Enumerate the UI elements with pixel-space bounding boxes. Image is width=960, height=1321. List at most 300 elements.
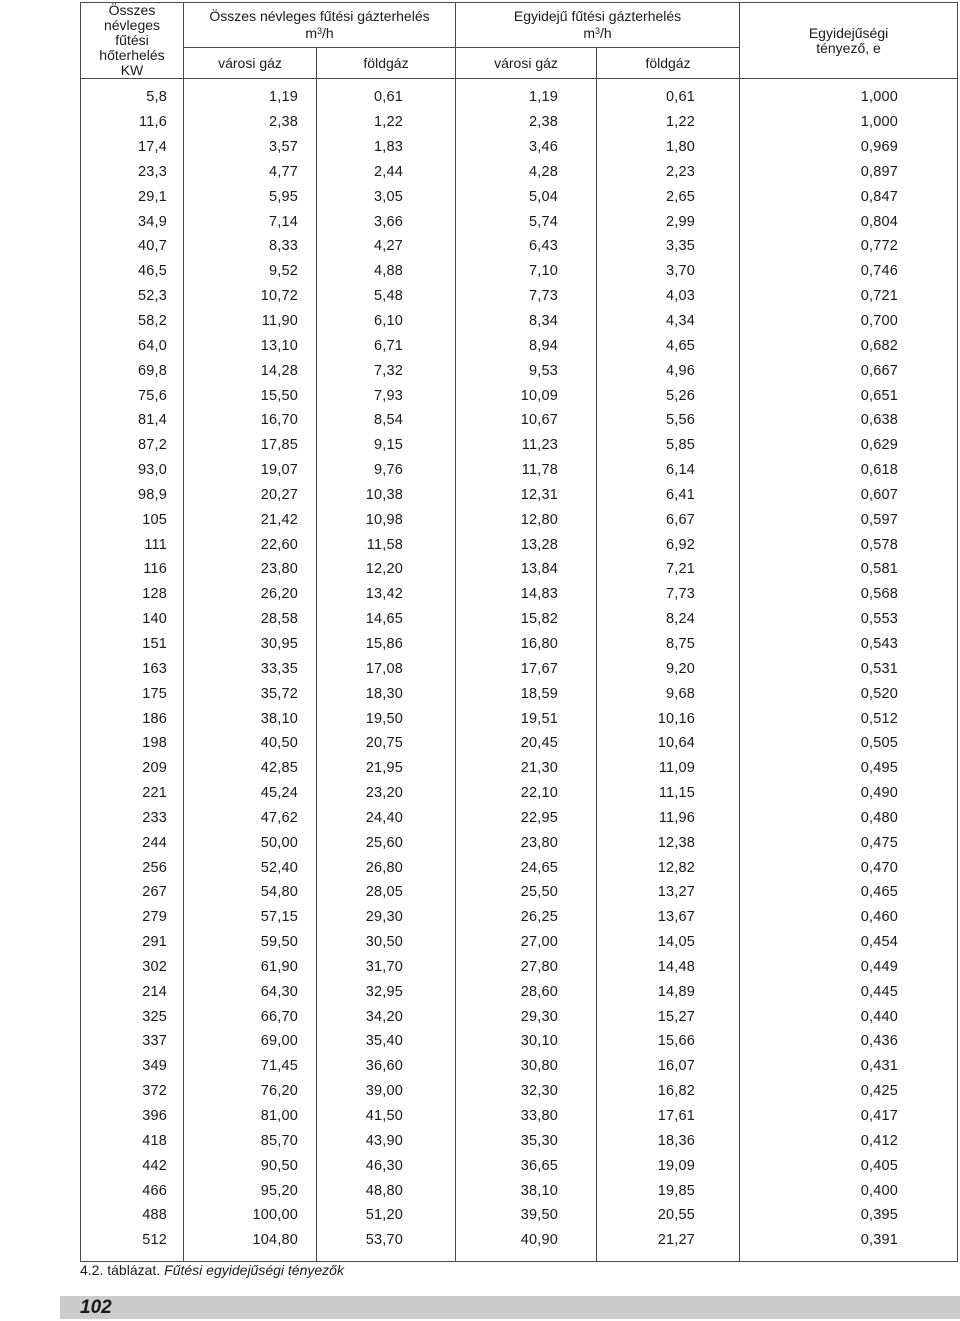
cell-simultaneous-city-gas: 4,28: [456, 160, 597, 185]
table-row: [81, 358, 958, 383]
cell-simultaneous-natural-gas: 8,75: [597, 632, 740, 657]
cell-rated-heat-load: 29,1: [81, 184, 184, 209]
cell-simultaneous-city-gas: 7,10: [456, 259, 597, 284]
cell-simultaneous-natural-gas: 13,67: [597, 905, 740, 930]
cell-total-natural-gas: 21,95: [317, 756, 456, 781]
cell-simultaneity-factor: 0,436: [740, 1029, 958, 1054]
cell-simultaneous-city-gas: 36,65: [456, 1153, 597, 1178]
cell-simultaneous-city-gas: 38,10: [456, 1178, 597, 1203]
cell-total-city-gas: 19,07: [184, 458, 317, 483]
cell-simultaneity-factor: 0,445: [740, 979, 958, 1004]
table-row: [81, 333, 958, 358]
cell-total-city-gas: 71,45: [184, 1054, 317, 1079]
cell-total-city-gas: 13,10: [184, 333, 317, 358]
table-row: [81, 632, 958, 657]
table-row: [81, 1104, 958, 1129]
cell-simultaneous-city-gas: 27,00: [456, 930, 597, 955]
cell-total-city-gas: 52,40: [184, 855, 317, 880]
cell-total-city-gas: 28,58: [184, 607, 317, 632]
cell-simultaneity-factor: 0,405: [740, 1153, 958, 1178]
cell-total-city-gas: 35,72: [184, 681, 317, 706]
cell-rated-heat-load: 75,6: [81, 383, 184, 408]
cell-rated-heat-load: 337: [81, 1029, 184, 1054]
cell-simultaneity-factor: 0,568: [740, 582, 958, 607]
cell-total-natural-gas: 15,86: [317, 632, 456, 657]
table-row: [81, 1054, 958, 1079]
table-row: [81, 955, 958, 980]
cell-simultaneous-natural-gas: 4,03: [597, 284, 740, 309]
cell-total-natural-gas: 31,70: [317, 955, 456, 980]
cell-simultaneous-natural-gas: 19,09: [597, 1153, 740, 1178]
cell-simultaneous-city-gas: 10,67: [456, 408, 597, 433]
header-city-gas-total: városi gáz: [184, 48, 317, 79]
cell-simultaneous-natural-gas: 9,20: [597, 656, 740, 681]
cell-simultaneous-natural-gas: 2,23: [597, 160, 740, 185]
header-simultaneous-gas-load-title: Egyidejű fűtési gázterhelés: [513, 8, 682, 25]
cell-total-natural-gas: 20,75: [317, 731, 456, 756]
cell-simultaneity-factor: 0,597: [740, 507, 958, 532]
cell-total-natural-gas: 1,22: [317, 110, 456, 135]
cell-simultaneous-city-gas: 18,59: [456, 681, 597, 706]
cell-simultaneous-city-gas: 17,67: [456, 656, 597, 681]
cell-total-city-gas: 7,14: [184, 209, 317, 234]
cell-simultaneity-factor: 0,581: [740, 557, 958, 582]
table-row: [81, 1178, 958, 1203]
cell-total-city-gas: 4,77: [184, 160, 317, 185]
cell-simultaneous-natural-gas: 11,15: [597, 781, 740, 806]
cell-simultaneous-natural-gas: 16,07: [597, 1054, 740, 1079]
cell-simultaneity-factor: 0,746: [740, 259, 958, 284]
header-total-gas-load: [184, 3, 456, 48]
cell-total-natural-gas: 17,08: [317, 656, 456, 681]
cell-total-city-gas: 14,28: [184, 358, 317, 383]
cell-total-natural-gas: 4,88: [317, 259, 456, 284]
table-row: [81, 1203, 958, 1228]
table-row: [81, 184, 958, 209]
cell-total-natural-gas: 30,50: [317, 930, 456, 955]
cell-simultaneous-city-gas: 9,53: [456, 358, 597, 383]
cell-total-natural-gas: 10,98: [317, 507, 456, 532]
cell-simultaneity-factor: 0,578: [740, 532, 958, 557]
header-natural-gas-total: földgáz: [317, 48, 456, 79]
cell-simultaneous-natural-gas: 1,80: [597, 135, 740, 160]
cell-simultaneous-city-gas: 35,30: [456, 1128, 597, 1153]
cell-rated-heat-load: 64,0: [81, 333, 184, 358]
cell-total-city-gas: 15,50: [184, 383, 317, 408]
cell-simultaneous-city-gas: 10,09: [456, 383, 597, 408]
cell-total-natural-gas: 39,00: [317, 1079, 456, 1104]
table-row: [81, 259, 958, 284]
cell-total-city-gas: 42,85: [184, 756, 317, 781]
cell-total-city-gas: 9,52: [184, 259, 317, 284]
cell-simultaneous-natural-gas: 5,85: [597, 433, 740, 458]
cell-total-city-gas: 57,15: [184, 905, 317, 930]
cell-total-natural-gas: 24,40: [317, 805, 456, 830]
cell-simultaneous-city-gas: 6,43: [456, 234, 597, 259]
cell-rated-heat-load: 23,3: [81, 160, 184, 185]
cell-total-natural-gas: 41,50: [317, 1104, 456, 1129]
table-row: [81, 656, 958, 681]
cell-rated-heat-load: 151: [81, 632, 184, 657]
header-total-gas-load-unit: [305, 25, 333, 41]
cell-simultaneous-natural-gas: 2,99: [597, 209, 740, 234]
table-row: [81, 458, 958, 483]
cell-total-city-gas: 50,00: [184, 830, 317, 855]
cell-simultaneous-city-gas: 14,83: [456, 582, 597, 607]
cell-simultaneous-city-gas: 13,28: [456, 532, 597, 557]
cell-simultaneity-factor: 0,847: [740, 184, 958, 209]
heating-simultaneity-table-container: [80, 2, 957, 1262]
cell-simultaneous-natural-gas: 13,27: [597, 880, 740, 905]
cell-rated-heat-load: 69,8: [81, 358, 184, 383]
cell-simultaneity-factor: 0,440: [740, 1004, 958, 1029]
cell-simultaneous-natural-gas: 17,61: [597, 1104, 740, 1129]
cell-total-natural-gas: 9,15: [317, 433, 456, 458]
cell-simultaneous-city-gas: 12,80: [456, 507, 597, 532]
cell-total-city-gas: 21,42: [184, 507, 317, 532]
cell-rated-heat-load: 46,5: [81, 259, 184, 284]
cell-simultaneity-factor: 0,651: [740, 383, 958, 408]
cell-total-natural-gas: 6,10: [317, 309, 456, 334]
cell-simultaneity-factor: 0,431: [740, 1054, 958, 1079]
cell-simultaneity-factor: 0,531: [740, 656, 958, 681]
cell-total-natural-gas: 34,20: [317, 1004, 456, 1029]
cell-total-natural-gas: 1,83: [317, 135, 456, 160]
cell-total-city-gas: 81,00: [184, 1104, 317, 1129]
cell-simultaneity-factor: 0,512: [740, 706, 958, 731]
cell-total-natural-gas: 36,60: [317, 1054, 456, 1079]
cell-simultaneous-natural-gas: 15,27: [597, 1004, 740, 1029]
cell-total-city-gas: 59,50: [184, 930, 317, 955]
cell-total-city-gas: 10,72: [184, 284, 317, 309]
cell-total-natural-gas: 7,93: [317, 383, 456, 408]
heating-simultaneity-table: [80, 2, 958, 1262]
table-row: [81, 756, 958, 781]
cell-simultaneous-natural-gas: 10,16: [597, 706, 740, 731]
header-simultaneous-gas-load: [456, 3, 740, 48]
cell-simultaneity-factor: 0,638: [740, 408, 958, 433]
table-row: [81, 582, 958, 607]
cell-simultaneity-factor: 0,505: [740, 731, 958, 756]
cell-simultaneous-natural-gas: 3,70: [597, 259, 740, 284]
cell-rated-heat-load: 279: [81, 905, 184, 930]
cell-simultaneous-city-gas: 21,30: [456, 756, 597, 781]
unit-tail: /h: [600, 25, 612, 42]
cell-total-natural-gas: 2,44: [317, 160, 456, 185]
cell-simultaneous-city-gas: 11,78: [456, 458, 597, 483]
header-natural-gas-simultaneous: földgáz: [597, 48, 740, 79]
cell-simultaneity-factor: 0,425: [740, 1079, 958, 1104]
cell-rated-heat-load: 52,3: [81, 284, 184, 309]
cell-total-natural-gas: 13,42: [317, 582, 456, 607]
cell-simultaneity-factor: 0,454: [740, 930, 958, 955]
cell-simultaneous-natural-gas: 21,27: [597, 1228, 740, 1261]
table-row: [81, 1079, 958, 1104]
cell-simultaneity-factor: 0,395: [740, 1203, 958, 1228]
table-row: [81, 979, 958, 1004]
cell-simultaneous-city-gas: 8,34: [456, 309, 597, 334]
table-row: [81, 607, 958, 632]
cell-total-city-gas: 104,80: [184, 1228, 317, 1261]
cell-rated-heat-load: 302: [81, 955, 184, 980]
cell-rated-heat-load: 17,4: [81, 135, 184, 160]
cell-total-natural-gas: 7,32: [317, 358, 456, 383]
cell-total-city-gas: 61,90: [184, 955, 317, 980]
cell-total-natural-gas: 10,38: [317, 483, 456, 508]
cell-simultaneous-city-gas: 32,30: [456, 1079, 597, 1104]
cell-total-city-gas: 47,62: [184, 805, 317, 830]
table-row: [81, 110, 958, 135]
header-simultaneity-factor: [740, 3, 958, 79]
cell-simultaneous-city-gas: 3,46: [456, 135, 597, 160]
unit-base: m: [305, 25, 317, 42]
cell-rated-heat-load: 163: [81, 656, 184, 681]
cell-simultaneous-natural-gas: 9,68: [597, 681, 740, 706]
cell-total-city-gas: 20,27: [184, 483, 317, 508]
cell-simultaneous-natural-gas: 3,35: [597, 234, 740, 259]
cell-simultaneity-factor: 0,969: [740, 135, 958, 160]
cell-simultaneous-city-gas: 13,84: [456, 557, 597, 582]
table-row: [81, 483, 958, 508]
header-simultaneous-gas-load-unit: [583, 25, 611, 41]
cell-simultaneous-natural-gas: 7,21: [597, 557, 740, 582]
cell-total-city-gas: 45,24: [184, 781, 317, 806]
table-row: [81, 209, 958, 234]
cell-simultaneous-natural-gas: 10,64: [597, 731, 740, 756]
cell-rated-heat-load: 244: [81, 830, 184, 855]
table-row: [81, 1153, 958, 1178]
cell-rated-heat-load: 442: [81, 1153, 184, 1178]
table-row: [81, 507, 958, 532]
cell-total-city-gas: 16,70: [184, 408, 317, 433]
cell-rated-heat-load: 98,9: [81, 483, 184, 508]
cell-total-city-gas: 76,20: [184, 1079, 317, 1104]
table-row: [81, 805, 958, 830]
cell-simultaneous-city-gas: 8,94: [456, 333, 597, 358]
table-row: [81, 557, 958, 582]
cell-simultaneity-factor: 0,480: [740, 805, 958, 830]
cell-rated-heat-load: 116: [81, 557, 184, 582]
cell-simultaneity-factor: 0,700: [740, 309, 958, 334]
cell-simultaneity-factor: 0,553: [740, 607, 958, 632]
cell-rated-heat-load: 267: [81, 880, 184, 905]
header-city-gas-simultaneous: városi gáz: [456, 48, 597, 79]
table-row: [81, 284, 958, 309]
cell-simultaneous-natural-gas: 18,36: [597, 1128, 740, 1153]
table-row: [81, 930, 958, 955]
cell-rated-heat-load: 105: [81, 507, 184, 532]
cell-total-city-gas: 100,00: [184, 1203, 317, 1228]
cell-simultaneity-factor: 0,460: [740, 905, 958, 930]
cell-simultaneity-factor: 0,490: [740, 781, 958, 806]
cell-total-natural-gas: 23,20: [317, 781, 456, 806]
header-factor-line1: Egyidejűségi: [808, 24, 889, 41]
cell-rated-heat-load: 512: [81, 1228, 184, 1261]
cell-total-natural-gas: 14,65: [317, 607, 456, 632]
cell-simultaneous-city-gas: 28,60: [456, 979, 597, 1004]
cell-rated-heat-load: 466: [81, 1178, 184, 1203]
cell-total-city-gas: 30,95: [184, 632, 317, 657]
cell-total-city-gas: 40,50: [184, 731, 317, 756]
cell-simultaneous-natural-gas: 11,96: [597, 805, 740, 830]
cell-rated-heat-load: 488: [81, 1203, 184, 1228]
caption-number: 4.2. táblázat.: [80, 1262, 161, 1278]
cell-simultaneous-natural-gas: 7,73: [597, 582, 740, 607]
unit-superscript: 3: [595, 26, 601, 37]
cell-rated-heat-load: 233: [81, 805, 184, 830]
cell-simultaneous-natural-gas: 8,24: [597, 607, 740, 632]
cell-simultaneous-natural-gas: 6,14: [597, 458, 740, 483]
cell-simultaneity-factor: 0,618: [740, 458, 958, 483]
cell-simultaneous-natural-gas: 15,66: [597, 1029, 740, 1054]
cell-total-city-gas: 11,90: [184, 309, 317, 334]
cell-simultaneity-factor: 0,495: [740, 756, 958, 781]
cell-rated-heat-load: 396: [81, 1104, 184, 1129]
cell-simultaneity-factor: 0,682: [740, 333, 958, 358]
table-row: [81, 135, 958, 160]
cell-total-city-gas: 54,80: [184, 880, 317, 905]
cell-total-city-gas: 8,33: [184, 234, 317, 259]
cell-simultaneity-factor: 0,412: [740, 1128, 958, 1153]
header-total-rated-line1: Összes névleges: [103, 2, 161, 33]
cell-simultaneous-city-gas: 2,38: [456, 110, 597, 135]
cell-total-city-gas: 90,50: [184, 1153, 317, 1178]
table-row: [81, 408, 958, 433]
cell-total-natural-gas: 4,27: [317, 234, 456, 259]
table-row: [81, 160, 958, 185]
cell-total-city-gas: 64,30: [184, 979, 317, 1004]
cell-simultaneity-factor: 0,449: [740, 955, 958, 980]
cell-simultaneity-factor: 1,000: [740, 110, 958, 135]
cell-total-natural-gas: 53,70: [317, 1228, 456, 1261]
cell-total-natural-gas: 8,54: [317, 408, 456, 433]
unit-superscript: 3: [316, 26, 322, 37]
cell-simultaneous-city-gas: 11,23: [456, 433, 597, 458]
cell-total-natural-gas: 5,48: [317, 284, 456, 309]
header-total-rated-unit: KW: [120, 62, 144, 78]
cell-total-natural-gas: 18,30: [317, 681, 456, 706]
cell-simultaneity-factor: 0,772: [740, 234, 958, 259]
table-row: [81, 880, 958, 905]
cell-simultaneity-factor: 0,400: [740, 1178, 958, 1203]
table-row: [81, 383, 958, 408]
table-row: [81, 731, 958, 756]
cell-simultaneous-natural-gas: 20,55: [597, 1203, 740, 1228]
cell-total-natural-gas: 46,30: [317, 1153, 456, 1178]
cell-total-natural-gas: 32,95: [317, 979, 456, 1004]
cell-total-city-gas: 85,70: [184, 1128, 317, 1153]
cell-rated-heat-load: 5,8: [81, 79, 184, 110]
cell-rated-heat-load: 198: [81, 731, 184, 756]
cell-rated-heat-load: 11,6: [81, 110, 184, 135]
cell-rated-heat-load: 111: [81, 532, 184, 557]
table-row: [81, 234, 958, 259]
cell-rated-heat-load: 58,2: [81, 309, 184, 334]
cell-total-city-gas: 38,10: [184, 706, 317, 731]
cell-rated-heat-load: 221: [81, 781, 184, 806]
cell-total-city-gas: 5,95: [184, 184, 317, 209]
header-total-rated-line2: fűtési hőterhelés: [99, 32, 165, 63]
cell-simultaneous-natural-gas: 14,48: [597, 955, 740, 980]
cell-simultaneity-factor: 0,391: [740, 1228, 958, 1261]
cell-simultaneous-city-gas: 30,10: [456, 1029, 597, 1054]
cell-simultaneous-city-gas: 24,65: [456, 855, 597, 880]
cell-simultaneous-city-gas: 16,80: [456, 632, 597, 657]
cell-rated-heat-load: 128: [81, 582, 184, 607]
cell-simultaneous-city-gas: 20,45: [456, 731, 597, 756]
cell-simultaneous-city-gas: 39,50: [456, 1203, 597, 1228]
cell-total-city-gas: 22,60: [184, 532, 317, 557]
cell-total-natural-gas: 35,40: [317, 1029, 456, 1054]
cell-simultaneity-factor: 0,465: [740, 880, 958, 905]
cell-simultaneous-city-gas: 40,90: [456, 1228, 597, 1261]
cell-simultaneous-city-gas: 30,80: [456, 1054, 597, 1079]
cell-simultaneity-factor: 0,721: [740, 284, 958, 309]
unit-base: m: [583, 25, 595, 42]
cell-simultaneous-city-gas: 12,31: [456, 483, 597, 508]
cell-simultaneous-natural-gas: 19,85: [597, 1178, 740, 1203]
cell-simultaneity-factor: 0,629: [740, 433, 958, 458]
cell-rated-heat-load: 349: [81, 1054, 184, 1079]
cell-total-natural-gas: 26,80: [317, 855, 456, 880]
table-caption: [80, 1262, 344, 1278]
cell-total-natural-gas: 29,30: [317, 905, 456, 930]
cell-simultaneous-city-gas: 5,04: [456, 184, 597, 209]
table-row: [81, 781, 958, 806]
cell-total-city-gas: 2,38: [184, 110, 317, 135]
table-row: [81, 681, 958, 706]
page-number: 102: [80, 1297, 112, 1318]
table-row: [81, 433, 958, 458]
table-header: [81, 3, 958, 79]
table-row: [81, 830, 958, 855]
cell-simultaneous-natural-gas: 0,61: [597, 79, 740, 110]
cell-total-city-gas: 26,20: [184, 582, 317, 607]
cell-simultaneous-natural-gas: 12,38: [597, 830, 740, 855]
cell-total-natural-gas: 28,05: [317, 880, 456, 905]
cell-simultaneous-natural-gas: 14,05: [597, 930, 740, 955]
table-row: [81, 1029, 958, 1054]
cell-simultaneous-natural-gas: 4,96: [597, 358, 740, 383]
table-row: [81, 309, 958, 334]
cell-rated-heat-load: 325: [81, 1004, 184, 1029]
cell-simultaneity-factor: 0,470: [740, 855, 958, 880]
cell-total-natural-gas: 48,80: [317, 1178, 456, 1203]
table-row: [81, 1228, 958, 1261]
cell-rated-heat-load: 209: [81, 756, 184, 781]
cell-simultaneous-city-gas: 22,95: [456, 805, 597, 830]
cell-rated-heat-load: 40,7: [81, 234, 184, 259]
table-row: [81, 1004, 958, 1029]
cell-simultaneous-natural-gas: 6,92: [597, 532, 740, 557]
cell-simultaneous-natural-gas: 4,34: [597, 309, 740, 334]
cell-rated-heat-load: 175: [81, 681, 184, 706]
cell-rated-heat-load: 214: [81, 979, 184, 1004]
cell-simultaneous-city-gas: 26,25: [456, 905, 597, 930]
cell-total-city-gas: 23,80: [184, 557, 317, 582]
cell-total-city-gas: 95,20: [184, 1178, 317, 1203]
table-row: [81, 1128, 958, 1153]
cell-simultaneous-natural-gas: 1,22: [597, 110, 740, 135]
cell-simultaneous-city-gas: 27,80: [456, 955, 597, 980]
cell-simultaneity-factor: 0,897: [740, 160, 958, 185]
cell-simultaneity-factor: 0,417: [740, 1104, 958, 1129]
cell-total-natural-gas: 9,76: [317, 458, 456, 483]
cell-simultaneous-city-gas: 22,10: [456, 781, 597, 806]
cell-simultaneous-city-gas: 25,50: [456, 880, 597, 905]
cell-simultaneous-city-gas: 15,82: [456, 607, 597, 632]
table-row: [81, 79, 958, 110]
